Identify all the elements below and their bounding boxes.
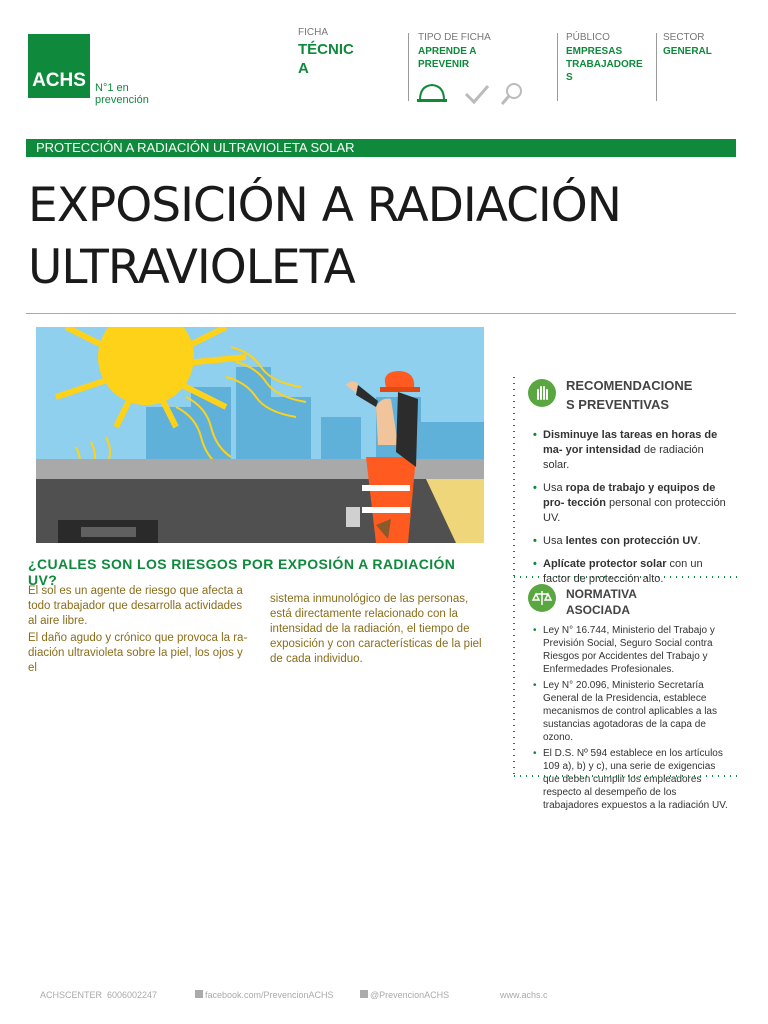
- tipo-icons: [416, 78, 536, 108]
- sector-block: [663, 32, 712, 58]
- list-item: [533, 557, 733, 587]
- magnifier-icon: [502, 84, 521, 104]
- footer-facebook[interactable]: [195, 990, 334, 1000]
- risks-paragraph-3: sistema inmunológico de las personas, está directamente relacionado con la intensidad de la radiación, el tiempo de exposición y con características de la piel de cada individuo.: [270, 593, 482, 665]
- recommendation-3-bold: lentes con protección UV: [565, 535, 698, 547]
- list-item: [533, 534, 733, 549]
- footer-twitter-text: @PrevencionACHS: [370, 990, 450, 1000]
- list-item: [533, 481, 733, 526]
- recommendation-4-bold: Aplícate protector solar: [543, 558, 667, 570]
- recommendation-3-text: .: [697, 535, 701, 547]
- tipo-value: [418, 45, 491, 71]
- header-divider: [656, 33, 657, 101]
- page-title-line1: EXPOSICIÓN A RADIACIÓN: [28, 178, 621, 233]
- recommendation-2-pre: Usa: [543, 482, 566, 494]
- list-item: • Ley N° 20.096, Ministerio Secretaría General de la Presidencia, establece mecanismos de control aplicables a las sustancias agotadoras de la capa de ozono.: [533, 679, 733, 744]
- footer-phone: 6006002247: [107, 990, 158, 1000]
- list-item: • Ley N° 16.744, Ministerio del Trabajo y Previsión Social, Seguro Social contra Riesgos por Accidentes del Trabajo y Enfermedades Profesionales.: [533, 624, 733, 676]
- logo-tagline: [95, 82, 149, 106]
- twitter-icon: [360, 990, 368, 998]
- risks-column-1: [28, 584, 253, 676]
- achs-logo: ACHS: [28, 34, 90, 98]
- page-title-line2: ULTRAVIOLETA: [28, 240, 355, 295]
- logo-tagline-line1: N°1 en: [95, 82, 129, 94]
- recommendations-heading-line2: S PREVENTIVAS: [566, 397, 670, 412]
- risks-paragraph-2: El daño agudo y crónico que provoca la ra- diación ultravioleta sobre la piel, los ojos y el: [28, 632, 248, 674]
- tipo-label: TIPO DE FICHA: [418, 32, 491, 43]
- publico-value-line1: EMPRESAS: [566, 46, 623, 57]
- list-item: [533, 428, 733, 473]
- publico-label: PÚBLICO: [566, 32, 610, 43]
- ficha-value-line1: TÉCNIC: [298, 41, 354, 58]
- title-divider: [26, 313, 736, 314]
- ficha-block: [298, 27, 354, 78]
- footer-center: ACHSCENTER: [40, 990, 103, 1000]
- sector-label: SECTOR: [663, 32, 705, 43]
- publico-value-line3: S: [566, 72, 573, 83]
- page-title: [28, 175, 728, 299]
- list-item: • El D.S. Nº 594 establece en los artículos 109 a), b) y c), una serie de exigencias que deben cumplir los empleadores respecto al desempeño de los trabajadores expuestos a la radiación UV.: [533, 747, 733, 812]
- hand-icon: [528, 379, 556, 407]
- header-divider: [557, 33, 558, 101]
- recommendations-heading: [566, 376, 692, 414]
- topic-band: PROTECCIÓN A RADIACIÓN ULTRAVIOLETA SOLAR: [26, 139, 736, 157]
- header-divider: [408, 33, 409, 101]
- risks-paragraph-1: El sol es un agente de riesgo que afecta a todo trabajador que desarrolla actividades al aire libre.: [28, 585, 243, 627]
- facebook-icon: [195, 990, 203, 998]
- publico-value: [566, 45, 643, 84]
- normativa-heading: [566, 586, 637, 618]
- scales-icon: [528, 584, 556, 612]
- recommendations-heading-line1: RECOMENDACIONE: [566, 378, 693, 393]
- hardhat-icon: [417, 85, 447, 102]
- recommendation-2-text: personal con protección UV.: [543, 497, 726, 524]
- ficha-value: [298, 40, 354, 78]
- footer-web[interactable]: www.achs.c: [500, 990, 548, 1000]
- recommendation-4-text: con un factor de protección alto.: [543, 558, 703, 585]
- publico-value-line2: TRABAJADORE: [566, 59, 643, 70]
- tipo-block: [418, 32, 491, 71]
- normativa-heading-line1: NORMATIVA: [566, 587, 637, 601]
- ficha-label: FICHA: [298, 27, 328, 38]
- logo-tagline-line2: prevención: [95, 94, 149, 106]
- normativa-list: [533, 624, 733, 815]
- recommendation-1-text: de radiación solar.: [543, 444, 704, 471]
- sector-value: GENERAL: [663, 46, 712, 57]
- tipo-value-line2: PREVENIR: [418, 59, 470, 70]
- tipo-value-line1: APRENDE A: [418, 46, 477, 57]
- risks-column-2: [270, 592, 490, 667]
- uv-worker-illustration: [36, 327, 484, 543]
- checkmark-icon: [466, 86, 488, 102]
- recommendation-1-bold: Disminuye las tareas en horas de ma- yor intensidad: [543, 429, 718, 456]
- recommendation-2-bold: ropa de trabajo y equipos de pro- tección: [543, 482, 716, 509]
- publico-block: [566, 32, 643, 84]
- footer-twitter[interactable]: [360, 990, 449, 1000]
- risks-section-title: ¿CUALES SON LOS RIESGOS POR EXPOSIÓN A RADIACIÓN UV?: [28, 556, 456, 588]
- recommendation-3-pre: Usa: [543, 535, 566, 547]
- ficha-value-line2: A: [298, 60, 309, 77]
- recommendations-list: [533, 428, 733, 595]
- normativa-heading-line2: ASOCIADA: [566, 603, 631, 617]
- footer-facebook-text: facebook.com/PrevencionACHS: [205, 990, 334, 1000]
